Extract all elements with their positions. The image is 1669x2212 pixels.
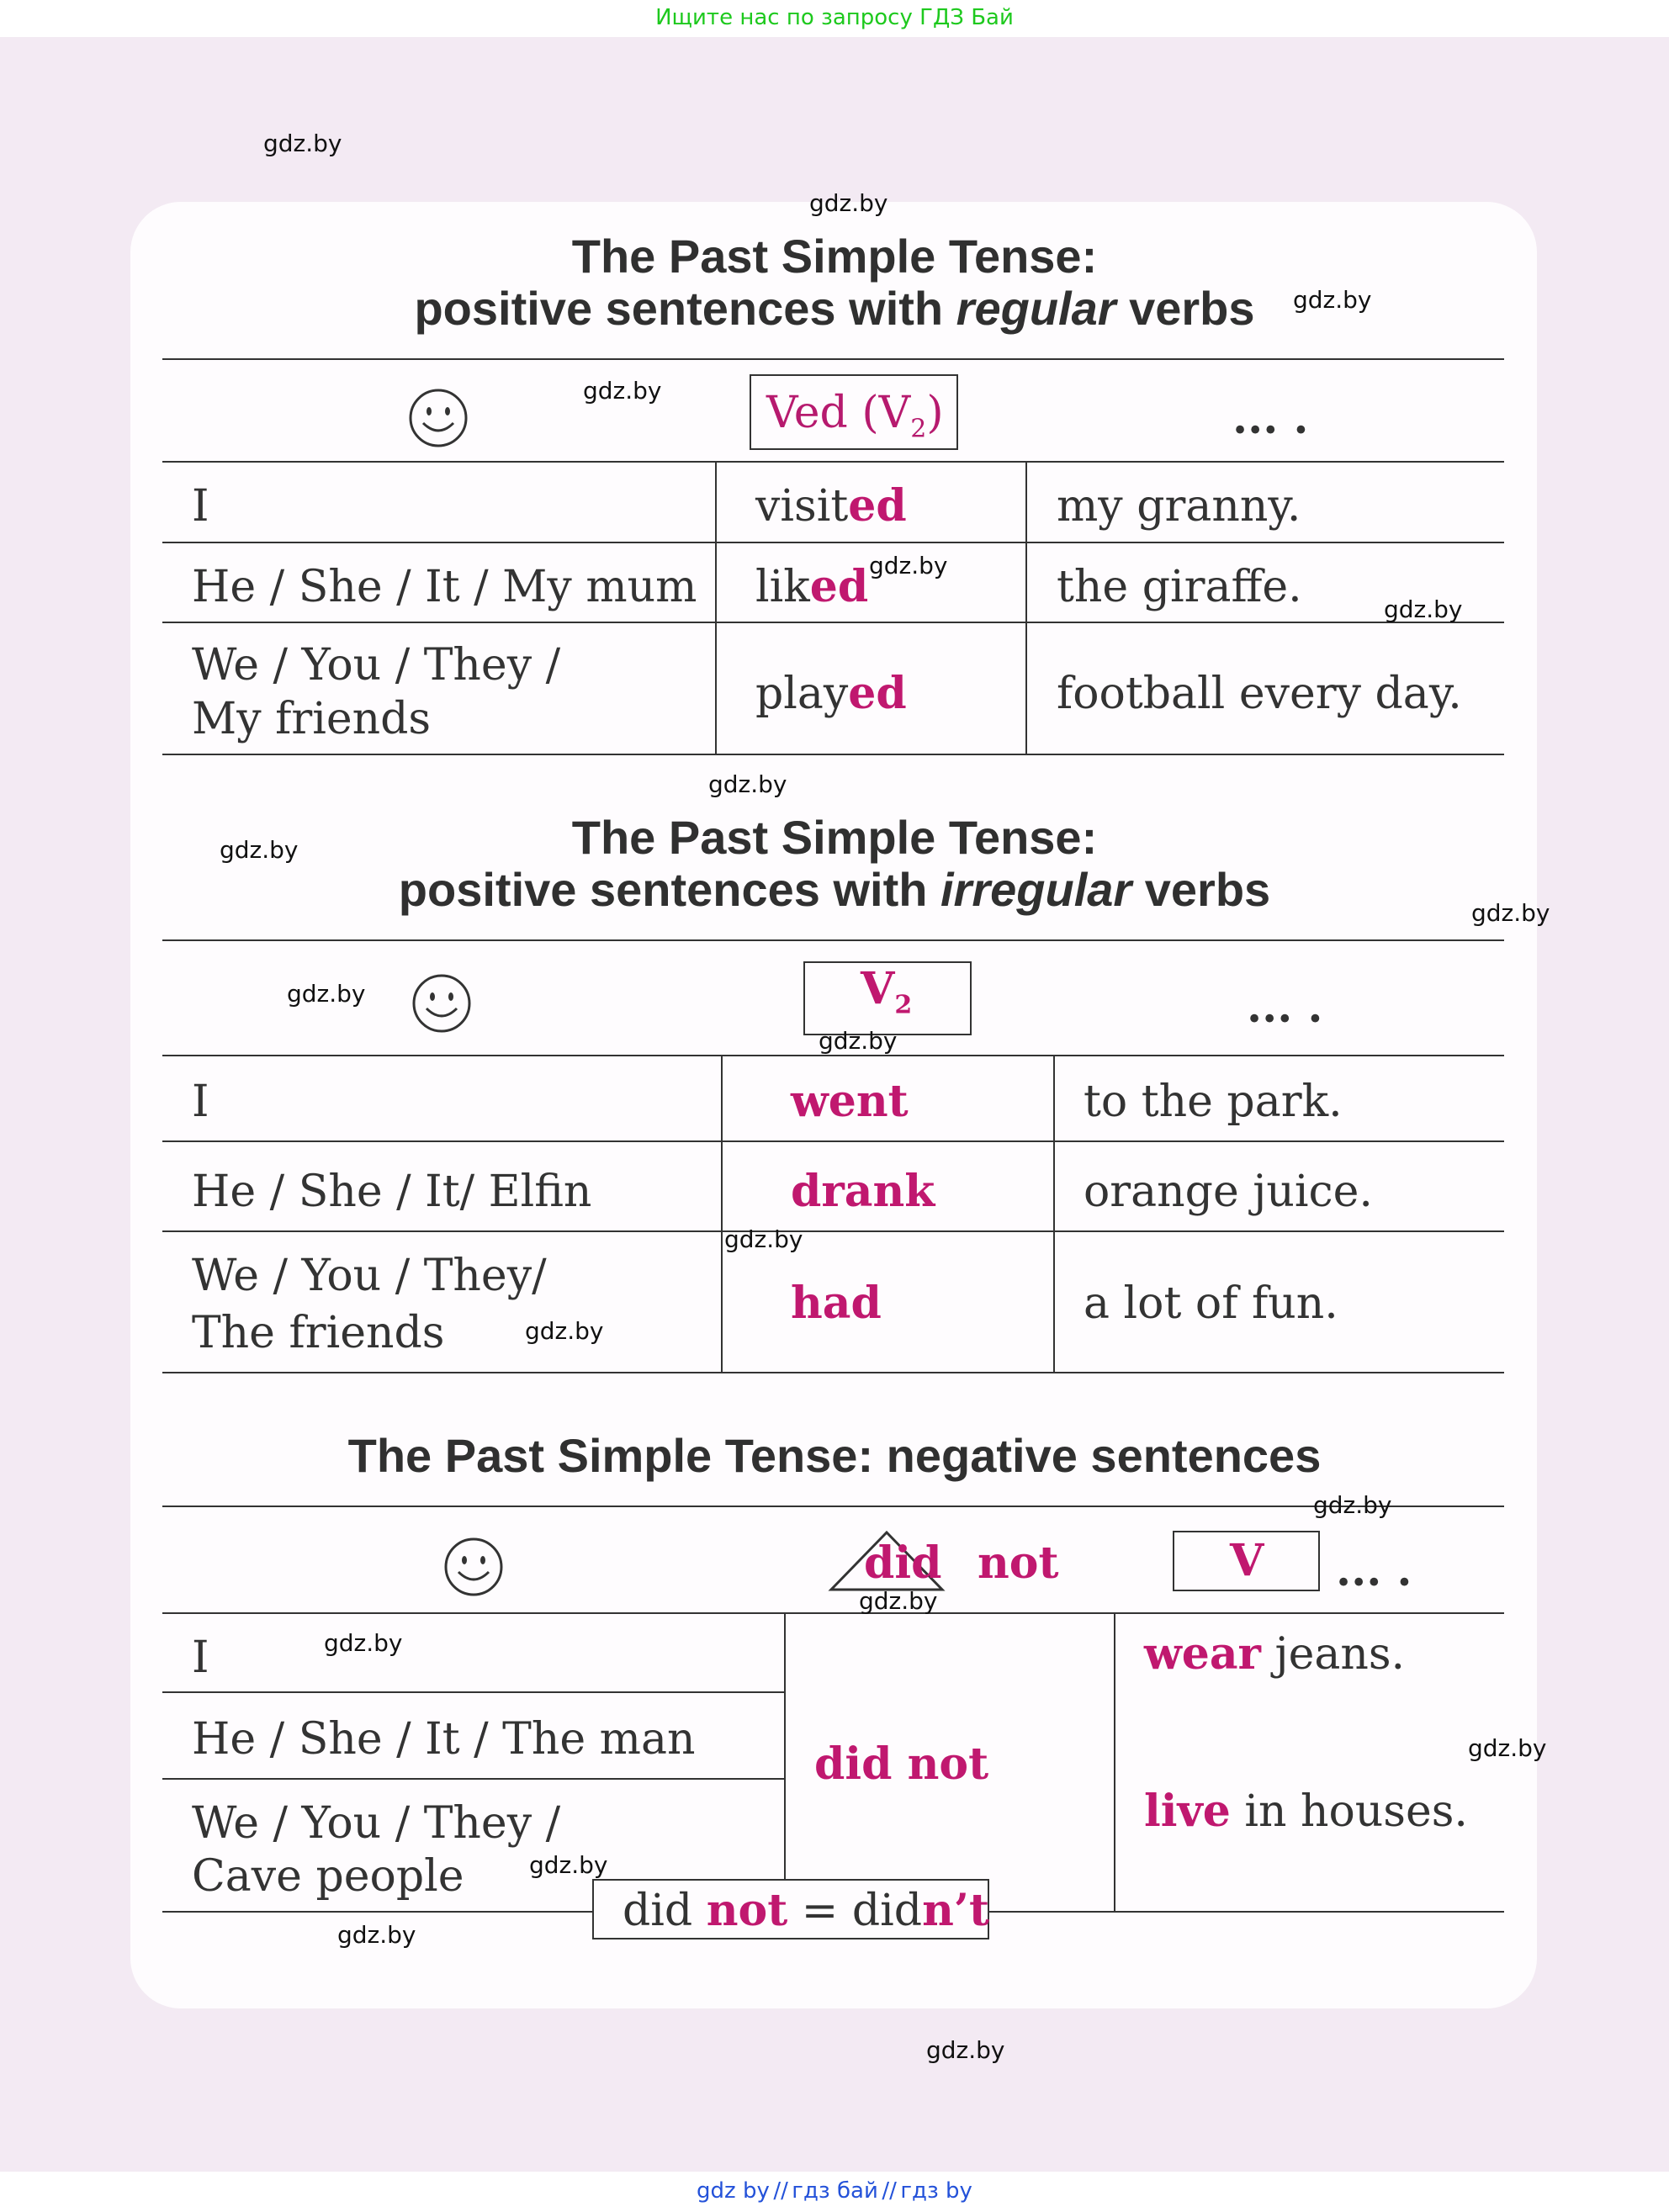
- top-banner: [0, 0, 1669, 37]
- watermark: gdz.by: [859, 1587, 938, 1615]
- divider: [162, 1140, 1504, 1142]
- formula-text: V: [861, 963, 895, 1014]
- title-emphasis: irregular: [940, 863, 1132, 916]
- smiley-icon: [443, 1537, 504, 1597]
- verb-ending: ed: [848, 668, 907, 719]
- rest-cell: [1144, 1629, 1405, 1680]
- rest-cell: [1144, 1786, 1468, 1837]
- contraction-part: not: [706, 1885, 788, 1936]
- verb-cell: [755, 669, 907, 719]
- watermark: gdz.by: [583, 377, 662, 405]
- formula-text: Ved (V: [766, 388, 911, 438]
- contraction-part: = did: [787, 1886, 923, 1936]
- verb-ending: ed: [848, 480, 907, 532]
- divider: [162, 1691, 785, 1693]
- subject-cell: My friends: [192, 694, 432, 744]
- link-gdz-by-ru[interactable]: гдз by: [900, 2178, 972, 2204]
- watermark: gdz.by: [263, 130, 342, 157]
- rest-cell: orange juice.: [1084, 1167, 1373, 1217]
- title-text: positive sentences with: [414, 282, 956, 335]
- contraction-text: [623, 1886, 989, 1936]
- divider: [1053, 1055, 1055, 1372]
- formula-v2: [861, 964, 912, 1030]
- divider: [784, 1612, 786, 1911]
- header-rest: ... .: [1336, 1545, 1412, 1596]
- divider: [715, 461, 717, 754]
- divider: [162, 1612, 1504, 1614]
- aux-cell: did not: [814, 1738, 989, 1790]
- formula-v: V: [1230, 1535, 1264, 1586]
- subject-cell: Cave people: [192, 1851, 464, 1902]
- formula-text: ): [926, 388, 944, 438]
- watermark: gdz.by: [819, 1027, 898, 1055]
- watermark: gdz.by: [287, 980, 366, 1008]
- divider: [162, 754, 1504, 755]
- watermark: gdz.by: [337, 1921, 416, 1949]
- verb-stem: visit: [755, 481, 849, 532]
- verb-base: wear: [1144, 1628, 1261, 1680]
- contraction-part: did: [623, 1886, 707, 1936]
- formula-subscript: 2: [894, 990, 913, 1020]
- subject-cell: We / You / They /: [192, 640, 561, 691]
- formula-ved: [766, 388, 944, 454]
- title-text: verbs: [1115, 282, 1255, 335]
- section1-title-line2: [0, 282, 1669, 336]
- subject-cell: I: [192, 1077, 209, 1127]
- link-separator: //: [882, 2178, 897, 2204]
- header-not: not: [978, 1537, 1059, 1589]
- rest-text: jeans.: [1260, 1629, 1406, 1680]
- divider: [162, 622, 1504, 623]
- link-separator: //: [773, 2178, 788, 2204]
- watermark: gdz.by: [1313, 1491, 1392, 1519]
- subject-cell: We / You / They/: [192, 1251, 547, 1301]
- subject-cell: We / You / They /: [192, 1798, 561, 1849]
- rest-cell: my granny.: [1057, 481, 1301, 532]
- link-gdz-bay[interactable]: гдз бай: [792, 2178, 878, 2204]
- divider: [162, 1372, 1504, 1373]
- watermark: gdz.by: [926, 2036, 1005, 2064]
- contraction-part: n’t: [922, 1885, 990, 1936]
- subject-cell: He / She / It / My mum: [192, 562, 697, 612]
- subject-cell: The friends: [192, 1308, 445, 1358]
- divider: [162, 358, 1504, 360]
- watermark: gdz.by: [525, 1317, 604, 1345]
- divider: [1025, 461, 1027, 754]
- watermark: gdz.by: [324, 1629, 403, 1657]
- watermark: gdz.by: [1468, 1734, 1547, 1762]
- divider: [162, 461, 1504, 463]
- link-gdz-by[interactable]: gdz by: [697, 2178, 770, 2204]
- formula-subscript: 2: [910, 414, 927, 444]
- top-banner-text: Ищите нас по запросу ГДЗ Бай: [655, 5, 1014, 30]
- verb-stem: play: [755, 669, 849, 719]
- section2-title-line1: The Past Simple Tense:: [571, 811, 1098, 864]
- verb-ending: ed: [809, 561, 869, 612]
- watermark: gdz.by: [708, 770, 787, 798]
- rest-cell: a lot of fun.: [1084, 1278, 1338, 1329]
- section3-title: The Past Simple Tense: negative sentences: [347, 1429, 1322, 1482]
- header-rest: ... .: [1247, 982, 1323, 1033]
- divider: [162, 1230, 1504, 1232]
- verb-cell: [755, 481, 907, 532]
- header-rest: ... .: [1232, 393, 1309, 444]
- verb-cell: [755, 562, 868, 612]
- watermark: gdz.by: [529, 1851, 608, 1879]
- section2-title-line2: [0, 863, 1669, 917]
- watermark: gdz.by: [809, 189, 888, 217]
- watermark: gdz.by: [1384, 595, 1463, 623]
- verb-cell: went: [791, 1076, 909, 1127]
- title-text: verbs: [1131, 863, 1271, 916]
- watermark: gdz.by: [220, 836, 299, 864]
- rest-cell: the giraffe.: [1057, 562, 1302, 612]
- subject-cell: He / She / It/ Elfin: [192, 1167, 592, 1217]
- subject-cell: I: [192, 481, 209, 532]
- subject-cell: I: [192, 1633, 209, 1683]
- verb-cell: drank: [791, 1166, 935, 1217]
- smiley-icon: [408, 388, 469, 448]
- divider: [1114, 1612, 1115, 1911]
- section1-title-line1: The Past Simple Tense:: [571, 230, 1098, 283]
- title-text: positive sentences with: [398, 863, 940, 916]
- watermark: gdz.by: [724, 1225, 803, 1253]
- smiley-icon: [411, 973, 472, 1034]
- verb-base: live: [1144, 1786, 1231, 1837]
- divider: [162, 1778, 785, 1780]
- subject-cell: He / She / It / The man: [192, 1714, 696, 1765]
- divider: [162, 939, 1504, 941]
- divider: [162, 1506, 1504, 1507]
- rest-text: in houses.: [1230, 1786, 1468, 1837]
- title-emphasis: regular: [956, 282, 1116, 335]
- divider: [162, 542, 1504, 543]
- rest-cell: to the park.: [1084, 1077, 1343, 1127]
- watermark: gdz.by: [1471, 899, 1550, 927]
- bottom-links-bar: [0, 2172, 1669, 2212]
- verb-cell: had: [791, 1278, 882, 1329]
- header-did: did: [864, 1537, 942, 1589]
- rest-cell: football every day.: [1057, 669, 1462, 719]
- watermark: gdz.by: [869, 552, 948, 579]
- divider: [721, 1055, 723, 1372]
- verb-stem: lik: [755, 562, 810, 612]
- divider: [162, 1055, 1504, 1056]
- watermark: gdz.by: [1293, 286, 1372, 314]
